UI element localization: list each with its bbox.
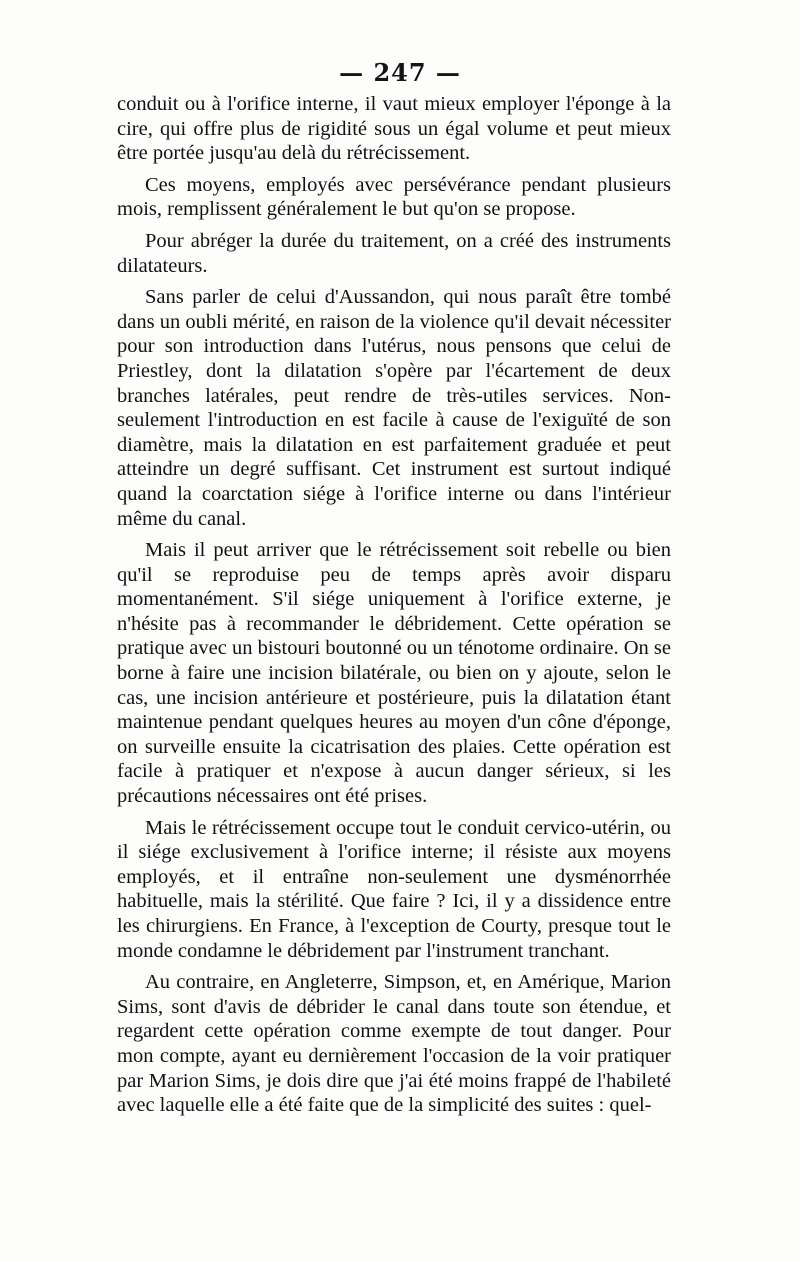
paragraph-7: Au contraire, en Angleterre, Simpson, et, en Amérique, Marion Sims, sont d'avis de débrider le canal dans toute son étendue, et regardent cette opération comme exempte de tout danger. Pour mon compte, ayant eu dernièrement l'occasion de la voir pratiquer par Marion Sims, je dois dire que j'ai été moins frappé de l'habileté avec laquelle elle a été faite que de la simplicité des suites : quel- <box>117 971 671 1117</box>
paragraph-5: Mais il peut arriver que le rétrécissement soit rebelle ou bien qu'il se reproduise peu de temps après avoir disparu momentanément. S'il siége uniquement à l'orifice externe, je n'hésite pas à recommander le débridement. Cette opération se pratique avec un bistouri boutonné ou un ténotome ordinaire. On se borne à faire une incision bilatérale, ou bien on y ajoute, selon le cas, une incision antérieure et postérieure, puis la dilatation étant maintenue pendant quelques heures au moyen d'un cône d'éponge, on surveille ensuite la cicatrisation des plaies. Cette opération est facile à pratiquer et n'expose à aucun danger sérieux, si les précautions nécessaires ont été prises. <box>117 539 671 808</box>
body-text <box>117 92 671 1125</box>
paragraph-4: Sans parler de celui d'Aussandon, qui nous paraît être tombé dans un oubli mérité, en raison de la violence qu'il devait nécessiter pour son introduction dans l'utérus, nous pensons que celui de Priestley, dont la dilatation s'opère par l'écartement de deux branches latérales, peut rendre de très-utiles services. Non-seulement l'introduction en est facile à cause de l'exiguïté de son diamètre, mais la dilatation en est parfaitement graduée et peut atteindre un degré suffisant. Cet instrument est surtout indiqué quand la coarctation siége à l'orifice interne ou dans l'intérieur même du canal. <box>117 286 671 530</box>
paragraph-1: conduit ou à l'orifice interne, il vaut mieux employer l'éponge à la cire, qui offre plus de rigidité sous un égal volume et peut mieux être portée jusqu'au delà du rétrécissement. <box>117 93 671 165</box>
paragraph-6: Mais le rétrécissement occupe tout le conduit cervico-utérin, ou il siége exclusivement à l'orifice interne; il résiste aux moyens employés, et il entraîne non-seulement une dysménorrhée habituelle, mais la stérilité. Que faire ? Ici, il y a dissidence entre les chirurgiens. En France, à l'exception de Courty, presque tout le monde condamne le débridement par l'instrument tranchant. <box>117 816 671 962</box>
page-number: — 247 — <box>339 58 461 87</box>
paragraph-2: Ces moyens, employés avec persévérance pendant plusieurs mois, remplissent généralement le but qu'on se propose. <box>117 173 671 221</box>
paragraph-3: Pour abréger la durée du traitement, on a créé des instruments dilatateurs. <box>117 229 671 277</box>
